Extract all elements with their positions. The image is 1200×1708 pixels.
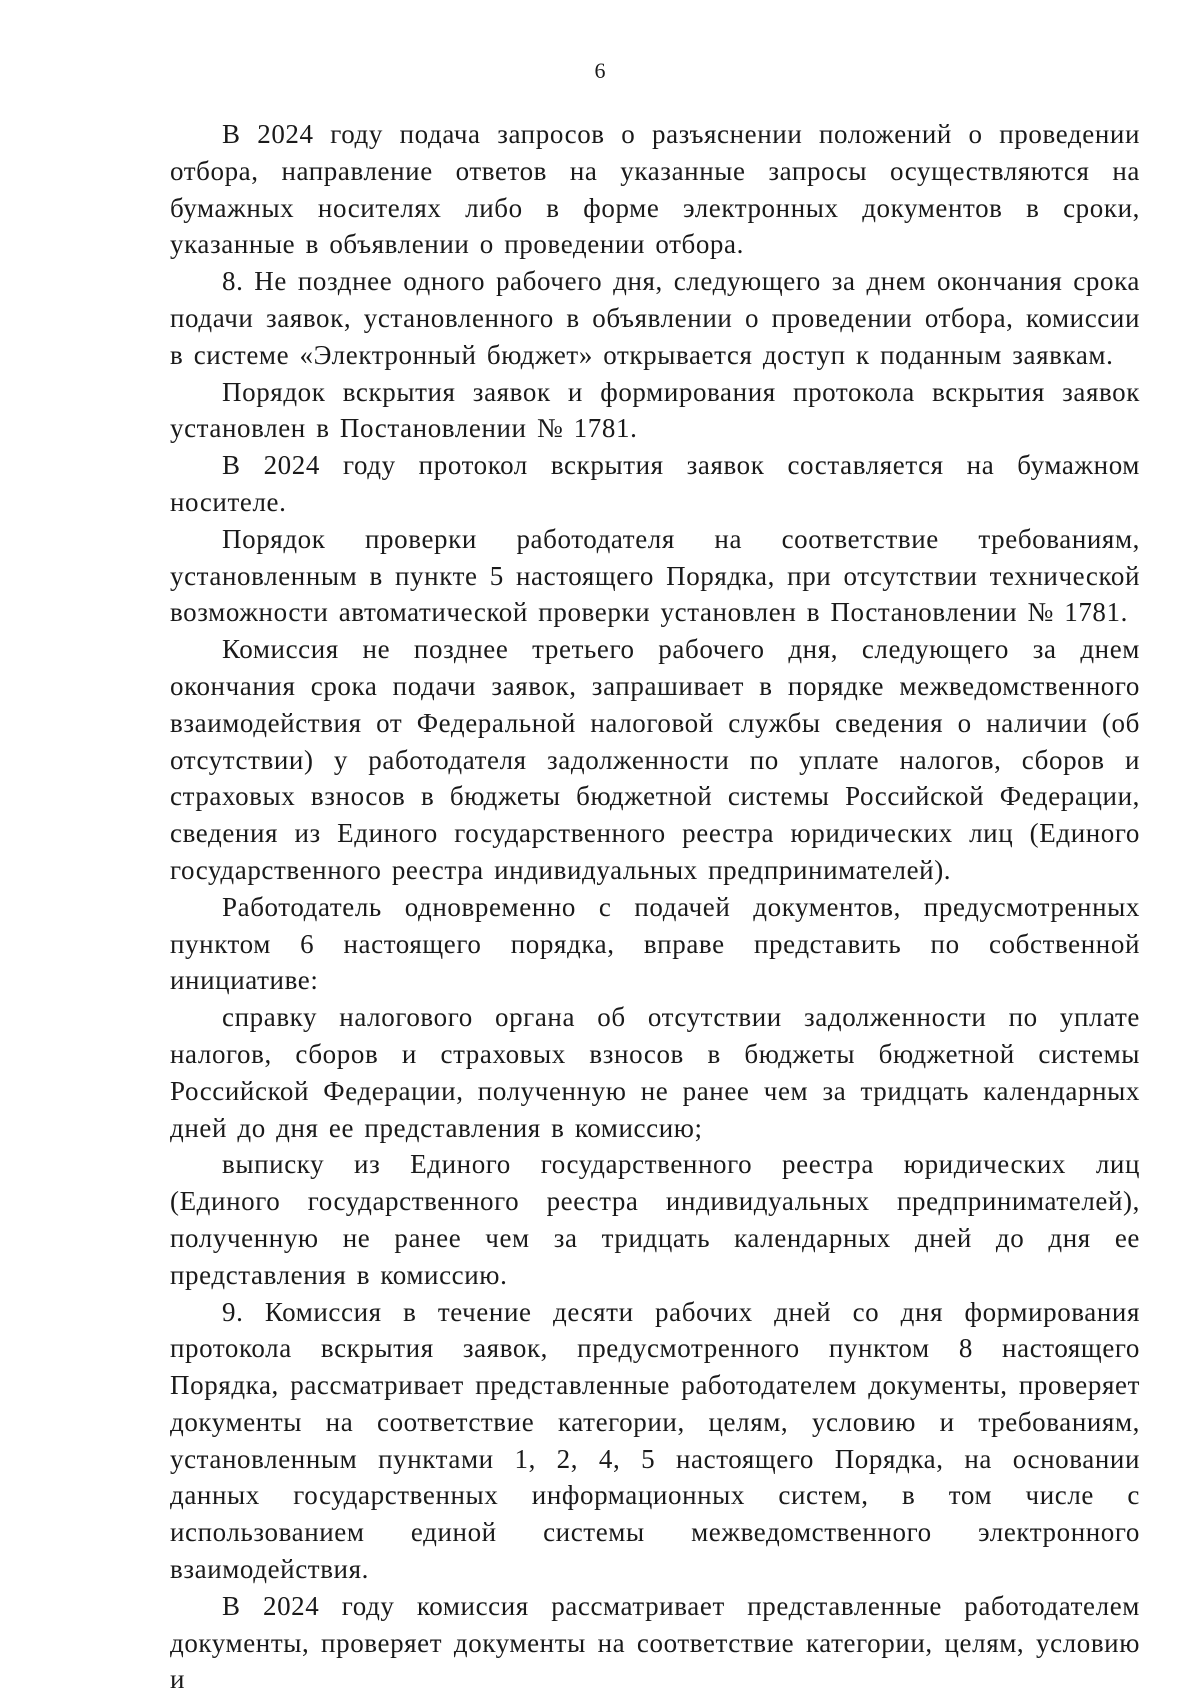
document-body (170, 116, 1140, 1698)
paragraph-opening-protocol-2024: В 2024 году протокол вскрытия заявок составляется на бумажном носителе. (170, 450, 1140, 517)
paragraph-tax-certificate: справку налогового органа об отсутствии задолженности по уплате налогов, сборов и страховых взносов в бюджеты бюджетной системы Российской Федерации, полученную не ранее чем за тридцать календарных дней до дня ее представления в комиссию; (170, 1002, 1140, 1143)
paragraph-8-access-to-applications: 8. Не позднее одного рабочего дня, следующего за днем окончания срока подачи заявок, установленного в объявлении о проведении отбора, комиссии в системе «Электронный бюджет» открывается доступ к поданным заявкам. (170, 266, 1140, 370)
paragraph-registry-extract: выписку из Единого государственного реестра юридических лиц (Единого государственного реестра индивидуальных предпринимателей), полученную не ранее чем за тридцать календарных дней до дня ее представления в комиссию. (170, 1149, 1140, 1290)
paragraph-employer-check-procedure: Порядок проверки работодателя на соответствие требованиям, установленным в пункте 5 настоящего Порядка, при отсутствии технической возможности автоматической проверки установлен в Постановлении № 1781. (170, 523, 1140, 628)
paragraph-opening-procedure: Порядок вскрытия заявок и формирования протокола вскрытия заявок установлен в Постановлении № 1781. (170, 376, 1140, 444)
paragraph-commission-interagency-request: Комиссия не позднее третьего рабочего дня, следующего за днем окончания срока подачи заявок, запрашивает в порядке межведомственного взаимодействия от Федеральной налоговой службы сведения о наличии (об отсутствии) у работодателя задолженности по уплате налогов, сборов и страховых взносов в бюджеты бюджетной системы Российской Федерации, сведения из Единого государственного реестра юридических лиц (Единого государственного реестра индивидуальных предпринимателей). (170, 634, 1140, 885)
paragraph-employer-own-initiative: Работодатель одновременно с подачей документов, предусмотренных пунктом 6 настоящего порядка, вправе представить по собственной инициативе: (170, 891, 1140, 996)
page-number: 6 (594, 58, 606, 83)
paragraph-review-2024: В 2024 году комиссия рассматривает представленные работодателем документы, проверяет документы на соответствие категории, целям, условию и (170, 1590, 1140, 1695)
paragraph-questions-2024: В 2024 году подача запросов о разъяснении положений о проведении отбора, направление ответов на указанные запросы осуществляются на бумажных носителях либо в форме электронных документов в сроки, указанные в объявлении о проведении отбора. (170, 119, 1140, 260)
paragraph-9-review-documents: 9. Комиссия в течение десяти рабочих дней со дня формирования протокола вскрытия заявок, предусмотренного пунктом 8 настоящего Порядка, рассматривает представленные работодателем документы, проверяет документы на соответствие категории, целям, условию и требованиям, установленным пунктами 1, 2, 4, 5 настоящего Порядка, на основании данных государственных информационных систем, в том числе с использованием единой системы межведомственного электронного взаимодействия. (170, 1296, 1140, 1585)
